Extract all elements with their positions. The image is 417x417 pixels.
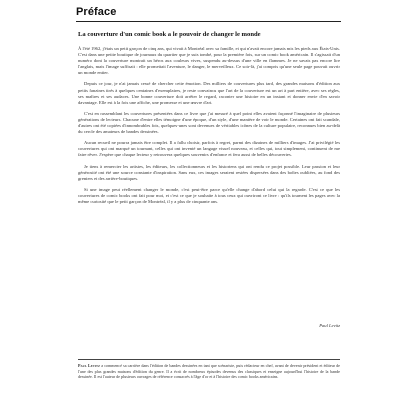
paragraph: C'est en rassemblant les couvertures présentées dans ce livre que j'ai mesuré à quel point elles avaient façonné l'imaginaire de plusieurs générations de lecteurs. Chacune d'entre elles témoigne d'une époque, d'un style, d'une manière de voir le monde. Certaines ont fait scandale, d'autres ont été copiées d'innombrables fois, quelques-unes sont devenues de véritables icônes de la culture populaire, reconnues bien au-delà du cercle des amateurs de bandes dessinées.: [78, 110, 340, 135]
section-title: Préface: [76, 6, 117, 18]
footer-divider: [78, 359, 340, 360]
paragraph: Je tiens à remercier les artistes, les éditeurs, les collectionneurs et les historiens qui ont rendu ce projet possible. Leur passion et leur générosité ont été une source constante d'inspiration. Sans eux, ces images seraient restées dispersées dans des boîtes oubliées, au fond des greniers et des arrière-boutiques.: [78, 163, 340, 181]
bio-text: a commencé sa carrière dans l'édition de bandes dessinées en tant que scénariste, puis rédacteur en chef, avant de devenir président et éditeur de l'une des plus grandes maisons d'édition du genre. Il a écrit de nombreux épisodes devenus des classiques et enseigne aujourd'hui l'histoire de la bande dessinée. Il est l'auteur de plusieurs ouvrages de référence consacrés à l'âge d'or et à l'histoire des comic books américains.: [78, 363, 340, 380]
paragraph: Si une image peut réellement changer le monde, c'est peut-être parce qu'elle change d'abord celui qui la regarde. C'est ce que les couvertures de comic books ont fait pour moi, et c'est ce que je souhaite à tous ceux qui ouvriront ce livre : qu'ils tournent les pages avec la même curiosité que le petit garçon de Montréal, il y a plus de cinquante ans.: [78, 186, 340, 204]
author-signature: Paul Levitz: [319, 323, 340, 328]
article-title: La couverture d'un comic book a le pouvoir de changer le monde: [78, 31, 261, 38]
article-body: [78, 46, 340, 210]
paragraph: Aucun recueil ne pourra jamais être complet. Il a fallu choisir, parfois à regret, parmi des dizaines de milliers d'images. J'ai privilégié les couvertures qui ont marqué un tournant, celles qui ont inventé un langage visuel nouveau, et celles qui, tout simplement, continuent de me faire rêver. J'espère que chaque lecteur y retrouvera quelques souvenirs d'enfance et fera aussi de belles découvertes.: [78, 140, 340, 158]
bio-author-name: Paul Levitz: [78, 363, 101, 368]
paragraph: À l'été 1962, j'étais un petit garçon de cinq ans, qui vivait à Montréal avec sa famille, et qui n'avait encore jamais mis les pieds aux États-Unis. C'est dans une petite boutique de journaux du quartier que je suis tombé, pour la première fois, sur un comic book américain. Il s'agissait d'un numéro dont la couverture montrait un héros aux couleurs vives, suspendu au-dessus d'une ville en flammes. Je ne savais pas encore lire l'anglais, mais l'image suffisait : elle promettait l'aventure, le danger, le merveilleux. Ce soir-là, j'ai compris qu'une seule page pouvait ouvrir un monde entier.: [78, 46, 340, 76]
header-divider: [76, 21, 341, 22]
paragraph: Depuis ce jour, je n'ai jamais cessé de chercher cette émotion. Des milliers de couvertures plus tard, des grandes maisons d'édition aux petits fanzines tirés à quelques centaines d'exemplaires, je reste convaincu que l'art de la couverture est un art à part entière, avec ses règles, ses maîtres et ses audaces. Une bonne couverture doit arrêter le regard, raconter une histoire en un instant et donner envie d'en savoir davantage. Elle est à la fois une affiche, une promesse et une œuvre d'art.: [78, 81, 340, 105]
author-bio: [78, 363, 340, 380]
